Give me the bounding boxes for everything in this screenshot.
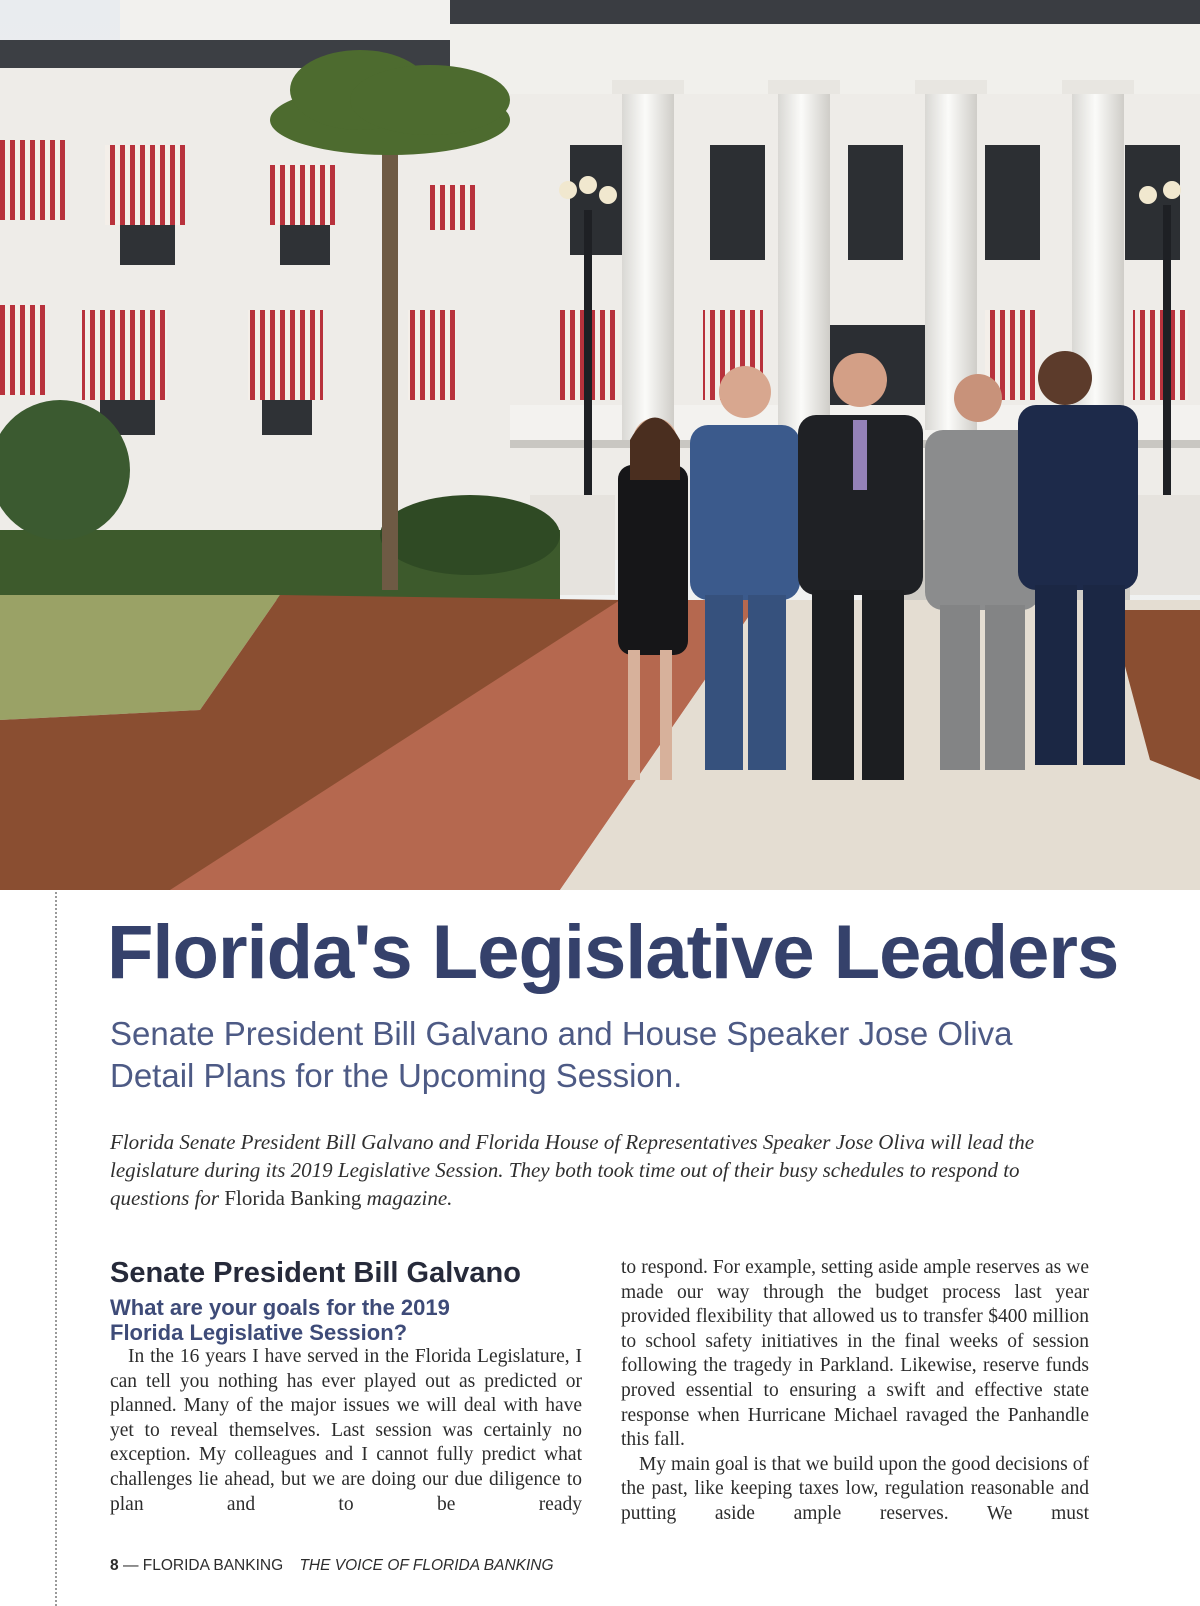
page-number: 8 (110, 1557, 119, 1574)
publication-tagline: THE VOICE OF FLORIDA BANKING (299, 1557, 554, 1574)
subtitle-line-2: Detail Plans for the Upcoming Session. (110, 1057, 683, 1094)
article-intro (110, 1128, 1085, 1212)
page-footer (110, 1557, 554, 1575)
answer-paragraph-right-1: to respond. For example, setting aside ample reserves as we made our way through the budget process last year provided flexibility that allowed us to transfer $400 million to school safety initiatives in the final weeks of session following the tragedy in Parkland. Likewise, reserve funds proved essential to ensuring a swift and effective state response when Hurricane Michael ravaged the Panhandle this fall. (621, 1257, 1089, 1451)
answer-paragraph-right-2: My main goal is that we build upon the good decisions of the past, like keeping taxes low, regulation reasonable and putting aside ample reserves. We must (621, 1453, 1089, 1524)
publication-name: FLORIDA BANKING (142, 1557, 284, 1574)
body-column-left (110, 1255, 582, 1517)
intro-magazine-name: Florida Banking (224, 1186, 362, 1210)
article-title: Florida's Legislative Leaders (107, 910, 1119, 995)
footer-dash: — (122, 1557, 139, 1574)
question-heading (110, 1295, 582, 1345)
question-line-1: What are your goals for the 2019 (110, 1295, 450, 1320)
article-subtitle (110, 1013, 1110, 1097)
section-heading: Senate President Bill Galvano (110, 1257, 521, 1289)
question-line-2: Florida Legislative Session? (110, 1320, 408, 1345)
intro-end: magazine. (366, 1186, 453, 1210)
left-dotted-rule (55, 892, 57, 1606)
intro-text: Florida Senate President Bill Galvano and Florida House of Representatives Speaker Jose Oliva will lead the legislature during its 2019 Legislative Session. They both took time out of their busy schedules to respond to questions for (110, 1130, 1035, 1210)
answer-paragraph-left: In the 16 years I have served in the Florida Legislature, I can tell you nothing has ever played out as predicted or planned. Many of the major issues we will deal with have yet to reveal themselves. Last session was certainly no exception. My colleagues and I cannot fully predict what challenges lie ahead, but we are doing our due diligence to plan and to be ready (110, 1346, 582, 1515)
body-column-right (621, 1256, 1089, 1527)
subtitle-line-1: Senate President Bill Galvano and House Speaker Jose Oliva (110, 1015, 1013, 1052)
